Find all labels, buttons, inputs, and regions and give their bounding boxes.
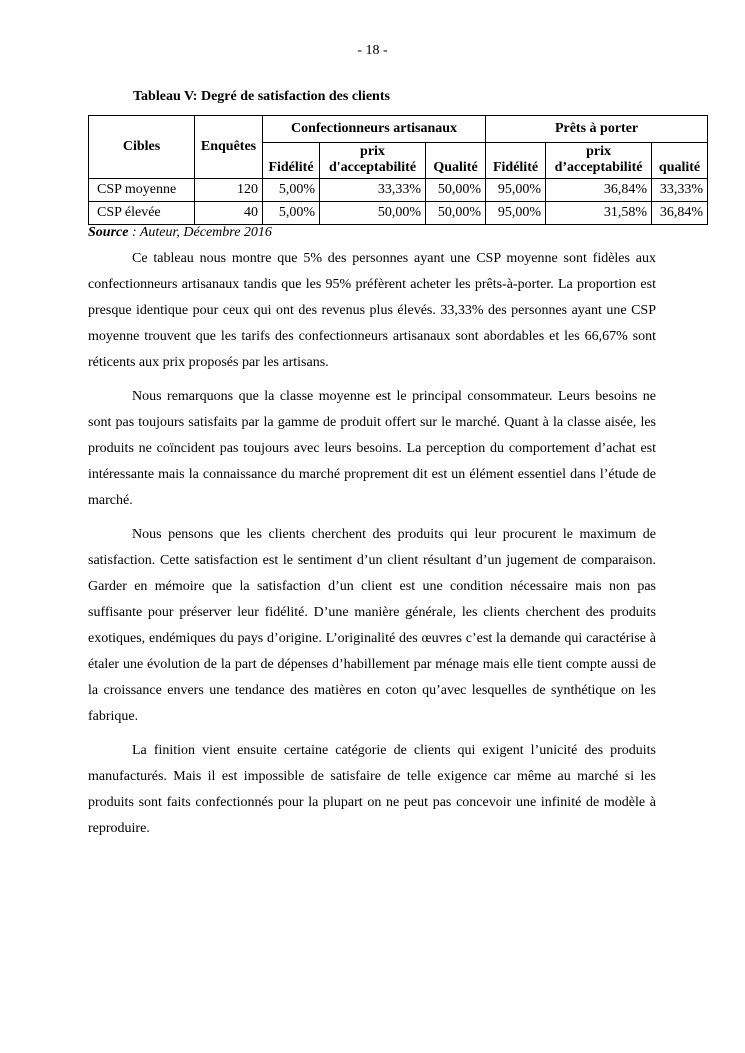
satisfaction-table <box>88 115 708 225</box>
table-cell: 95,00% <box>486 202 546 225</box>
table-cell: 95,00% <box>486 179 546 202</box>
table-cell: 33,33% <box>320 179 426 202</box>
table-cell: 50,00% <box>320 202 426 225</box>
row-cible: CSP moyenne <box>89 179 195 202</box>
table-cell: 5,00% <box>263 179 320 202</box>
body-text <box>88 246 656 850</box>
paragraph: Ce tableau nous montre que 5% des personnes ayant une CSP moyenne sont fidèles aux confectionneurs artisanaux tandis que les 95% préfèrent acheter les prêts-à-porter. La proportion est presque identique pour ceux qui ont des revenus plus élevés. 33,33% des personnes ayant une CSP moyenne trouvent que les tarifs des confectionneurs artisanaux sont abordables et les 66,67% sont réticents aux prix proposés par les artisans. <box>88 251 656 370</box>
subheader-prix-1: prix d'acceptabilité <box>320 143 426 179</box>
row-enquetes: 40 <box>195 202 263 225</box>
table-cell: 50,00% <box>426 179 486 202</box>
subheader-fidelite-1: Fidélité <box>263 143 320 179</box>
header-prets-a-porter: Prêts à porter <box>486 116 708 143</box>
table-cell: 50,00% <box>426 202 486 225</box>
subheader-qualite-2: qualité <box>652 143 708 179</box>
paragraph: La finition vient ensuite certaine catégorie de clients qui exigent l’unicité des produits manufacturés. Mais il est impossible de satisfaire de telle exigence car même au marché si les produits sont faits confectionnés pour la plupart on ne peut pas concevoir une infinité de modèle à reproduire. <box>88 743 656 836</box>
subheader-qualite-1: Qualité <box>426 143 486 179</box>
table-title: Tableau V: Degré de satisfaction des clients <box>133 89 390 104</box>
header-enquetes: Enquêtes <box>195 116 263 179</box>
table-row <box>89 202 708 225</box>
header-confectionneurs: Confectionneurs artisanaux <box>263 116 486 143</box>
paragraph: Nous pensons que les clients cherchent des produits qui leur procurent le maximum de satisfaction. Cette satisfaction est le sentiment d’un client résultant d’un jugement de comparaison. Garder en mémoire que la satisfaction d’un client est une condition nécessaire mais non pas suffisante pour préserver leur fidélité. D’une manière générale, les clients cherchent des produits exotiques, endémiques du pays d’origine. L’originalité des œuvres c’est la demande qui caractérise à étaler une évolution de la part de dépenses d’habillement par ménage mais elle tient compte aussi de la croissance envers une tendance des matières en coton qu’avec lesquelles de synthétique on les fabrique. <box>88 527 656 724</box>
row-enquetes: 120 <box>195 179 263 202</box>
header-cibles: Cibles <box>89 116 195 179</box>
subheader-fidelite-2: Fidélité <box>486 143 546 179</box>
table-cell: 36,84% <box>546 179 652 202</box>
table-row <box>89 179 708 202</box>
source-text: : Auteur, Décembre 2016 <box>128 225 272 240</box>
table-cell: 5,00% <box>263 202 320 225</box>
table-cell: 36,84% <box>652 202 708 225</box>
source-line <box>88 225 272 241</box>
table-cell: 31,58% <box>546 202 652 225</box>
subheader-prix-2: prix d’acceptabilité <box>546 143 652 179</box>
paragraph: Nous remarquons que la classe moyenne est le principal consommateur. Leurs besoins ne sont pas toujours satisfaits par la gamme de produit offert sur le marché. Quant à la classe aisée, les produits ne coïncident pas toujours avec leurs besoins. La perception du comportement d’achat est intéressante mais la connaissance du marché proprement dit est un élément essentiel dans l’étude de marché. <box>88 389 656 508</box>
row-cible: CSP élevée <box>89 202 195 225</box>
page-number: - 18 - <box>357 43 388 58</box>
table-cell: 33,33% <box>652 179 708 202</box>
source-label: Source <box>88 225 129 240</box>
